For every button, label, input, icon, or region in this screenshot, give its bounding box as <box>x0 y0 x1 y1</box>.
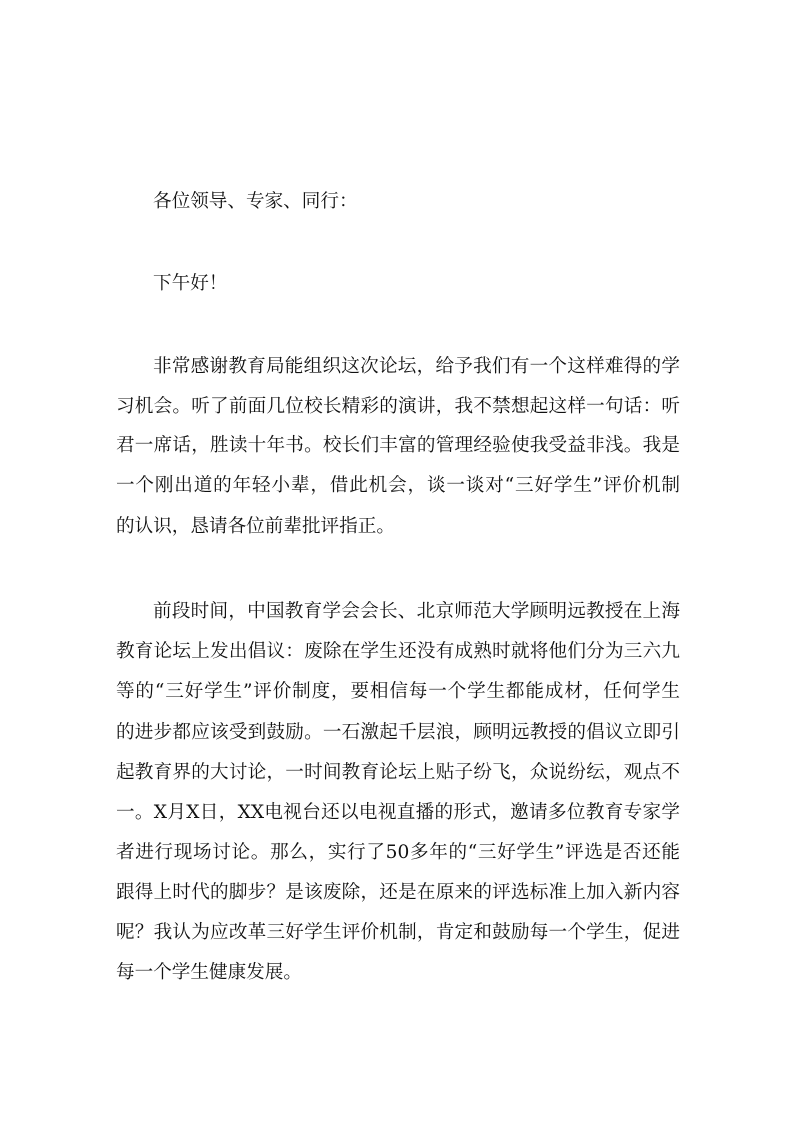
paragraph-line: 者进行现场讨论。那么，实行了50多年的“三好学生”评选是否还能 <box>116 842 680 863</box>
paragraph-line: 的进步都应该受到鼓励。一石激起千层浪，顾明远教授的倡议立即引 <box>116 722 680 743</box>
paragraph-line: 的认识，恳请各位前辈批评指正。 <box>116 516 395 537</box>
paragraph-line: 一。X月X日，XX电视台还以电视直播的形式，邀请多位教育专家学 <box>116 802 680 823</box>
paragraph-line: 呢？我认为应改革三好学生评价机制，肯定和鼓励每一个学生，促进 <box>116 922 680 943</box>
paragraph-line: 君一席话，胜读十年书。校长们丰富的管理经验使我受益非浅。我是 <box>116 435 680 456</box>
paragraph-line: 跟得上时代的脚步？是该废除，还是在原来的评选标准上加入新内容 <box>116 882 680 903</box>
paragraph-line: 起教育界的大讨论，一时间教育论坛上贴子纷飞，众说纷纭，观点不 <box>116 762 680 783</box>
paragraph-line: 前段时间，中国教育学会会长、北京师范大学顾明远教授在上海 <box>153 601 680 622</box>
paragraph-line: 习机会。听了前面几位校长精彩的演讲，我不禁想起这样一句话：听 <box>116 396 680 417</box>
paragraph-line: 每一个学生健康发展。 <box>116 962 302 983</box>
salutation: 各位领导、专家、同行： <box>153 191 358 212</box>
paragraph-line: 非常感谢教育局能组织这次论坛，给予我们有一个这样难得的学 <box>153 356 680 377</box>
greeting: 下午好！ <box>153 273 228 294</box>
paragraph-line: 等的“三好学生”评价制度，要相信每一个学生都能成材，任何学生 <box>116 681 680 702</box>
paragraph-line: 教育论坛上发出倡议：废除在学生还没有成熟时就将他们分为三六九 <box>116 641 680 662</box>
paragraph-line: 一个刚出道的年轻小辈，借此机会，谈一谈对“三好学生”评价机制 <box>116 475 680 496</box>
